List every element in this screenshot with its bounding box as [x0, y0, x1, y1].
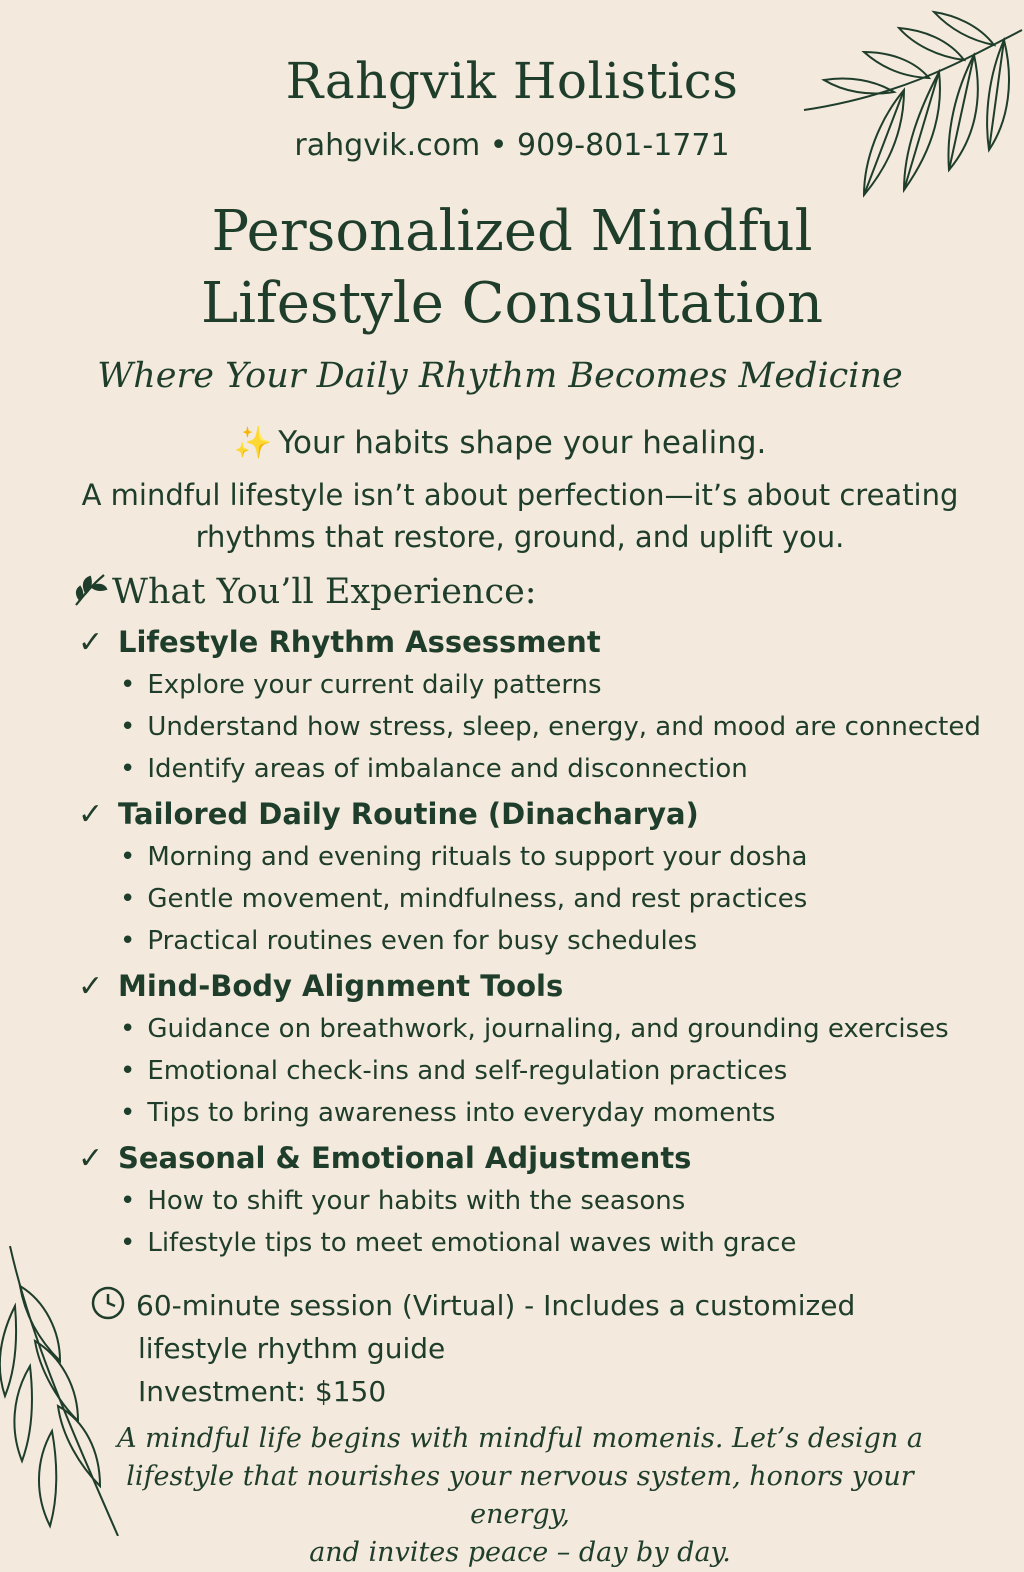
- section-title: [78, 620, 1018, 664]
- check-icon: ✓: [78, 969, 104, 1004]
- sparkles-icon: ✨: [233, 425, 273, 461]
- list-item: • Emotional check-ins and self-regulation practices: [78, 1050, 1018, 1092]
- intro-line-2: rhythms that restore, ground, and uplift you.: [195, 520, 845, 554]
- intro-headline: Your habits shape your healing.: [278, 425, 767, 461]
- list-item: • Tips to bring awareness into everyday moments: [78, 1092, 1018, 1134]
- session-line-1-row: [90, 1284, 990, 1327]
- title-line-1: Personalized Mindful: [211, 199, 813, 264]
- list-item: • Explore your current daily patterns: [78, 664, 1018, 706]
- subtitle: Where Your Daily Rhythm Becomes Medicine: [97, 356, 903, 396]
- list-item: • Morning and evening rituals to support your dosha: [78, 836, 1018, 878]
- intro-line-1: A mindful lifestyle isn’t about perfection—it’s about creating: [81, 478, 959, 512]
- closing-message: [90, 1420, 950, 1572]
- intro-paragraph: [0, 474, 1024, 558]
- section-title: [78, 1136, 1018, 1180]
- brand-name: Rahgvik Holistics: [285, 52, 739, 110]
- check-icon: ✓: [78, 1141, 104, 1176]
- experience-list: [78, 620, 1018, 1264]
- session-line-1: 60-minute session (Virtual) - Includes a customized: [136, 1289, 856, 1322]
- section-title-text: Mind-Body Alignment Tools: [118, 969, 564, 1003]
- list-item: • Lifestyle tips to meet emotional waves with grace: [78, 1222, 1018, 1264]
- list-item: • Guidance on breathwork, journaling, and grounding exercises: [78, 1008, 1018, 1050]
- intro-headline-row: [0, 424, 1000, 461]
- session-info: [90, 1284, 990, 1413]
- section-title-text: Tailored Daily Routine (Dinacharya): [118, 797, 699, 831]
- section-lifestyle-rhythm: [78, 620, 1018, 790]
- section-title: [78, 964, 1018, 1008]
- sprig-icon: [72, 573, 108, 607]
- list-item: • How to shift your habits with the seasons: [78, 1180, 1018, 1222]
- list-item: • Identify areas of imbalance and disconnection: [78, 748, 1018, 790]
- experience-heading: What You’ll Experience:: [112, 572, 537, 612]
- section-mind-body: [78, 964, 1018, 1134]
- list-item: • Practical routines even for busy schedules: [78, 920, 1018, 962]
- section-title: [78, 792, 1018, 836]
- section-title-text: Lifestyle Rhythm Assessment: [118, 625, 601, 659]
- list-item: • Gentle movement, mindfulness, and rest practices: [78, 878, 1018, 920]
- title-line-2: Lifestyle Consultation: [200, 271, 824, 336]
- check-icon: ✓: [78, 797, 104, 832]
- session-line-2: lifestyle rhythm guide: [138, 1332, 446, 1365]
- closing-line-3: and invites peace – day by day.: [309, 1537, 731, 1568]
- contact-line: rahgvik.com • 909-801-1771: [294, 128, 730, 163]
- section-title-text: Seasonal & Emotional Adjustments: [118, 1141, 692, 1175]
- closing-line-1: A mindful life begins with mindful momenis. Let’s design a: [117, 1423, 923, 1454]
- check-icon: ✓: [78, 625, 104, 660]
- clock-icon: [90, 1285, 126, 1321]
- closing-line-2: lifestyle that nourishes your nervous system, honors your energy,: [126, 1461, 914, 1530]
- page-title: [0, 196, 1024, 340]
- list-item: • Understand how stress, sleep, energy, and mood are connected: [78, 706, 1018, 748]
- section-seasonal: [78, 1136, 1018, 1264]
- section-daily-routine: [78, 792, 1018, 962]
- experience-heading-row: [72, 572, 537, 612]
- investment-price: Investment: $150: [138, 1375, 387, 1408]
